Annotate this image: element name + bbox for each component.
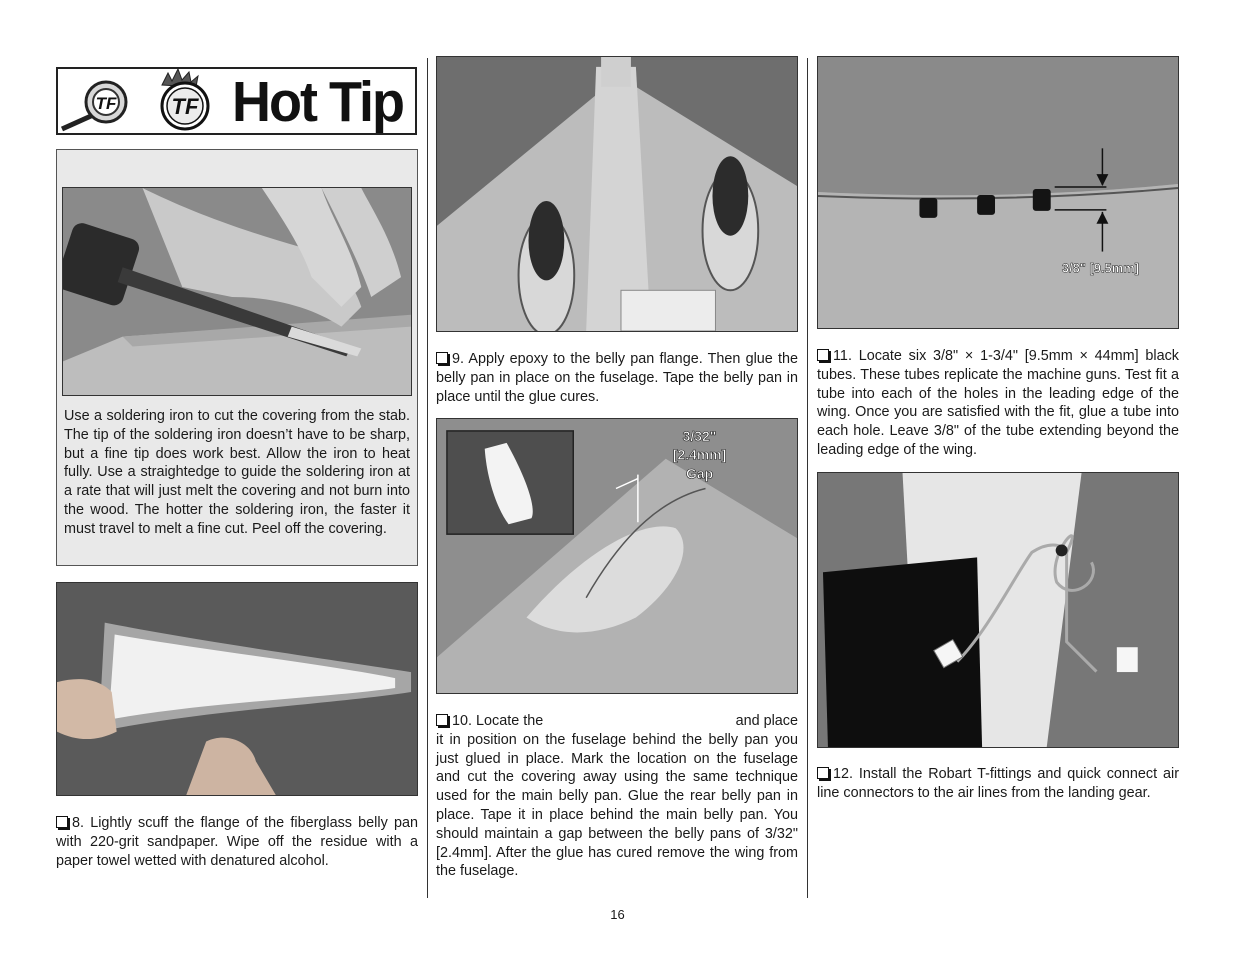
logo-small-text: TF (95, 94, 117, 113)
hot-tip-banner (56, 67, 417, 135)
step-10-checkbox[interactable] (436, 714, 448, 726)
hot-tip-text: Use a soldering iron to cut the covering from the stab. The tip of the soldering iron doesn’t have to be sharp, but a fine tip does work best. Allow the iron to heat fully. Use a straightedge to guide the soldering iron at a rate that will just melt the covering and not burn into the wood. The hotter the soldering iron, the faster it must travel to melt a fine cut. Peel off the covering. (64, 408, 410, 537)
photo-rear-belly-pan (436, 418, 798, 694)
step-8-text: 8. Lightly scuff the flange of the fiberglass belly pan with 220-grit sandpaper. Wipe off the residue with a paper towel wetted with denatured alcohol. (56, 815, 418, 869)
column-divider-left (427, 58, 428, 898)
step-12-checkbox[interactable] (817, 767, 829, 779)
step-8-checkbox[interactable] (56, 816, 68, 828)
photo-air-fittings (817, 472, 1179, 748)
photo-soldering-iron (62, 187, 412, 396)
photo-wing-leading-edge (817, 56, 1179, 329)
tube-dimension-label: 3/8" [9.5mm] (1061, 260, 1140, 276)
logo-large-text: TF (171, 94, 199, 119)
gap-label-line3: Gap (686, 465, 714, 482)
page-number: 16 (610, 907, 625, 922)
step-12-text: 12. Install the Robart T-fittings and quick connect air line connectors to the air lines from the landing gear. (817, 766, 1179, 801)
step-9-text: 9. Apply epoxy to the belly pan flange. Then glue the belly pan in place on the fuselage. Tape the belly pan in place until the glue cures. (436, 351, 798, 405)
tf-magnifier-logo-icon (62, 82, 126, 129)
photo-belly-pan (56, 582, 418, 796)
gap-label-line2: [2.4mm] (672, 446, 727, 463)
step-11-text: 11. Locate six 3/8" × 1-3/4" [9.5mm × 44mm] black tubes. These tubes replicate the machine guns. Test fit a tube into each of the holes in the leading edge of the wing. Once you are satisfied with the fit, glue a tube into each hole. Leave 3/8" of the tube extending beyond the leading edge of the wing. (817, 348, 1179, 458)
tf-flame-logo-icon (162, 69, 208, 129)
step-9-checkbox[interactable] (436, 352, 448, 364)
step-10-text: 10. Locate the and place it in position on the fuselage behind the belly pan you just glued in place. Mark the location on the fuselage and cut the covering away using the same technique used for the main belly pan. Glue the rear belly pan in place. Tape it in place behind the main belly pan. You should maintain a gap between the belly pans of 3/32" [2.4mm]. After the glue has cured remove the wing from the fuselage. (436, 713, 798, 880)
step-11-checkbox[interactable] (817, 349, 829, 361)
hot-tip-title: Hot Tip (232, 70, 403, 134)
column-divider-right (807, 58, 808, 898)
photo-wing-underside (436, 56, 798, 332)
gap-label-line1: 3/32" (682, 427, 717, 444)
